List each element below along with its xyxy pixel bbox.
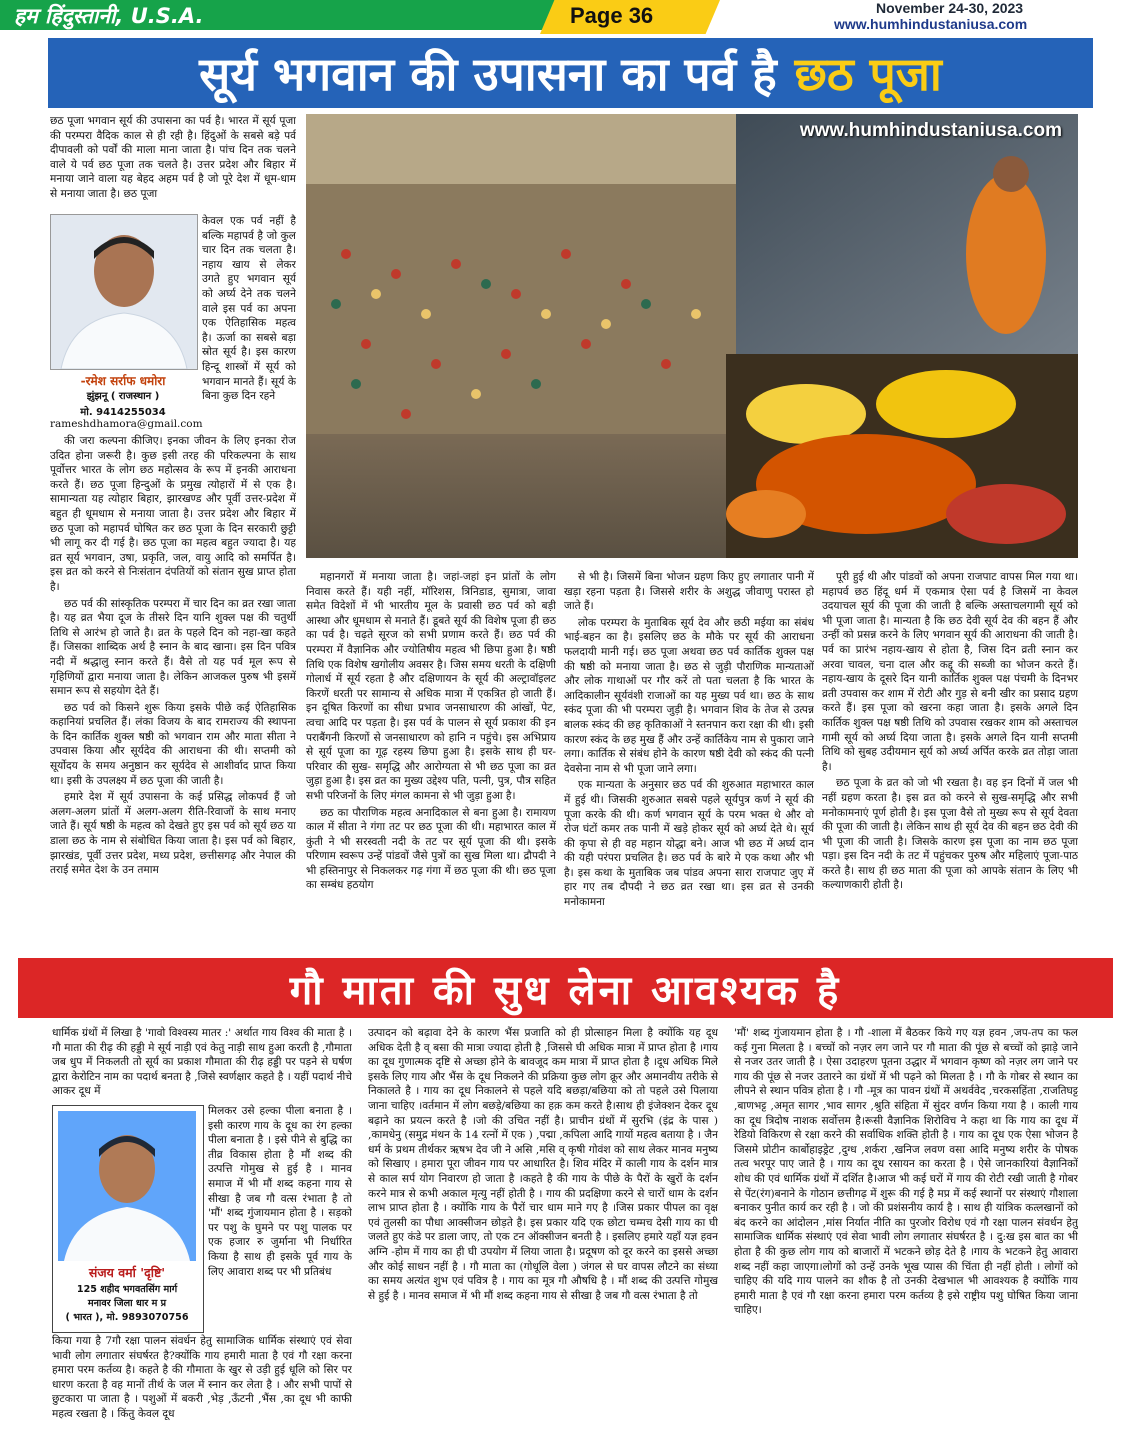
paragraph: हमारे देश में सूर्य उपासना के कई प्रसिद्ध लोकपर्व हैं जो अलग-अलग प्रांतों में अलग-अलग रीति-रिवाजों के साथ मनाए जाते हैं। सूर्य षष्ठी के महत्व को देखते हुए इस पर्व को सूर्य छठ या डाला छठ के नाम से संबोधित किया जाता है। इस पर्व को बिहार, झारखंड, पूर्वी उत्तर प्रदेश, मध्य प्रदेश, छत्तीसगढ़ और नेपाल की तराई समेत देश के उन तमाम [50, 791, 296, 877]
author-1-place: झुंझनू ( राजस्थान ) [86, 391, 160, 402]
article-2-col-1-bottom: किया गया है 7गौ रक्षा पालन संवर्धन हेतु सामाजिक धार्मिक संस्थाएं एवं सेवा भावी लोग लगातार संघर्षरत है?क्योंकि गाय हमारी माता है एवं गौ रक्षा करना हमारा परम कर्तव्य है। कहते है की गौमाता के खुर से उड़ी हुई धूलि को सिर पर धारण करता है वह मानों तीर्थ के जल में स्नान कर लेता है । और सभी पापों से छुटकारा पा जाता है । पशुओं में बकरी ,भेड़ ,ऊँटनी ,भैंस ,का दूध भी काफी महत्व रखता है । किंतु केवल दूध [52, 1335, 352, 1420]
article-2-col-1-top: धार्मिक ग्रंथों में लिखा है 'गावो विश्वस्य मातर :' अर्थात गाय विश्व की माता है । गौ माता की रीढ़ की हड्डी मे सूर्य नाड़ी एवं केतु नाड़ी साथ हुआ करती है ,गौमाता जब धुप में निकलती तो सूर्य का प्रकाश गौमाता की रीढ़ हड्डी पर पड़ने से घर्षण द्वारा केरोटिन नाम का पदार्थ बनता है ,जिसे स्वर्णक्षार कहते है । यहीं पदार्थ नीचे आकर दूध में [52, 1027, 352, 1098]
paragraph: एक मान्यता के अनुसार छठ पर्व की शुरुआत महाभारत काल में हुई थी। जिसकी शुरुआत सबसे पहले सूर्यपुत्र कर्ण ने सूर्य की पूजा करके की थी। कर्ण भगवान सूर्य के परम भक्त थे और वो रोज घंटों कमर तक पानी में खड़े होकर सूर्य को अर्घ्य देते थे। सूर्य की कृपा से ही वह महान योद्धा बने। आज भी छठ में अर्घ्य दान की यही परंपरा प्रचलित है। छठ पर्व के बारे मे एक कथा और भी है। इस कथा के मुताबिक जब पांडव अपना सारा राजपाट जुए में हार गए तब दौपदी ने छठ व्रत रखा था। इस व्रत से उनकी मनोकामना [564, 779, 814, 909]
author-1-email[interactable]: rameshdhamora@gmail.com [50, 418, 203, 430]
article-2-col-1-beside-photo: मिलकर उसे हल्का पीला बनाता है । इसी कारण गाय के दूध का रंग हल्का पीला बनाता है । इसे पीने से बुद्धि का तीव्र विकास होता है मौं शब्द की उत्पत्ति गोमुख से हुई है । मानव समाज में भी मौं शब्द कहना गाय से सीखा है जब गौ वत्स रंभाता है तो 'मौं' शब्द गुंजायमान होता है । सड़को पर पशु के घुमने पर पशु पालक पर एक हजार रु जुर्माना भी निर्धारित किया है साथ ही इसके पूर्व गाय के लिए आवारा शब्द पर भी प्रतिबंध [208, 1105, 352, 1278]
paragraph: की जरा कल्पना कीजिए। इनका जीवन के लिए इनका रोज उदित होना जरूरी है। कुछ इसी तरह की परिकल्पना के साथ पूर्वोत्तर भारत के लोग छठ महोत्सव के रूप में इनकी आराधना करते हैं। छठ पूजा हिन्दुओं के प्रमुख त्योहारों में से एक है। सामान्यता यह त्योहार बिहार, झारखण्ड और पूर्वी उत्तर-प्रदेश में बहुत ही धूमधाम से मनाया जाता है। उत्तर प्रदेश और बिहार में छठ पूजा को महापर्व घोषित कर छठ पूजा के दिन सरकारी छुट्टी भी लागू कर दी गई है। छठ पूजा का महत्व बहुत ज्यादा है। यह व्रत सूर्य भगवान, उषा, प्रकृति, जल, वायु आदि को समर्पित है। इस व्रत को करने से निःसंतान दंपतियों को संतान सुख प्राप्त होता है। [50, 435, 296, 593]
article-2-col-2: उत्पादन को बढ़ावा देने के कारण भैंस प्रजाति को ही प्रोत्साहन मिला है क्योंकि यह दूध अधिक देती है व् बसा की मात्रा ज्यादा होती है ,जिससे घी अधिक मात्रा में प्राप्त होता है ।गाय का दूध गुणात्मक दृष्टि से अच्छा होने के बावजूद कम मात्रा में प्राप्त होता है ।दूध अधिक मिले इसके लिए गाय और भैंस के दूध निकलने की प्रक्रिया कुछ लोग क्रूर और अमानवीय तरीके से निकालते है । गाय का दूध निकालने से पहले यदि बछड़ा/बछिया को तो पहले उसे पिलाया जाना चाहिए ।वर्तमान में लोग बछड़े/बछिया का हक़ कम करते है।साथ ही इंजेक्शन देकर दूध बढ़ाने का प्रयत्न करते है ।जो की उचित नहीं है। प्राचीन ग्रंथों में सुरभि (इंद्र के पास ) ,कामधेनु (समुद्र मंथन के 14 रत्नों में एक ) ,पद्मा ,कपिला आदि गायों महत्व बताया है । जैन धर्म के प्रथम तीर्थकर ऋषभ देव जी ने असि ,मसि व् कृषी गोवंश को साथ लेकर मानव मनुष्य को सिखाए । हमारा पूरा जीवन गाय पर आधारित है। शिव मंदिर में काली गाय के दर्शन मात्र से काल सर्प योग निवारण हो जाता है ।कहते है की गाय के पीछे के पैरों के खुरों के दर्शन करने मात्र से कभी अकाल मृत्यु नहीं होती है । गाय की प्रदक्षिणा करने से चारों धाम के दर्शन लाभ प्राप्त होता है । क्योंकि गाय के पैरों चार धाम माने गए है ।जिस प्रकार पीपल का वृक्ष एवं तुलसी का पौधा आक्सीजन छोड़ते है। इस प्रकार यदि एक छोटा चम्मच देसी गाय का घी जलते हुए कंडे पर डाला जाए, तो एक टन ऑक्सीजन बनती है । इसलिए हमारे यहाँ यज्ञ हवन अग्नि -होम में गाय का ही घी उपयोग में लिया जाता है। प्रदूषण को दूर करने का इससे अच्छा और कोई साधन नहीं है । गौ माता का (गोधूलि वेला ) जंगल से घर वापस लौटने का संध्या का समय अत्यंत शुभ एवं पवित्र है । गाय का मूत्र गौ औषधि है । मौं शब्द की उत्पत्ति गोमुख से हुई है । मानव समाज में भी मौं शब्द कहना गाय से सीखा है जब गौ वत्स रंभाता है तो [368, 1027, 718, 1302]
article-2-headline: गौ माता की सुध लेना आवश्यक है [18, 958, 1113, 1018]
article-1-headline [48, 38, 1093, 108]
article-1-col-1-beside-photo: केवल एक पर्व नहीं है बल्कि महापर्व है जो कुल चार दिन तक चलता है। नहाय खाय से लेकर उगते हुए भगवान सूर्य को अर्घ्य देने तक चलने वाले इस पर्व का अपना एक ऐतिहासिक महत्व है। ऊर्जा का सबसे बड़ा स्रोत सूर्य है। इस कारण हिन्दू शास्त्रों में सूर्य को भगवान मानते हैं। सूर्य के बिना कुछ दिन रहने [202, 215, 296, 403]
article-1-col-4 [822, 570, 1078, 950]
article-1-col-1 [50, 434, 296, 950]
author-1-photo [50, 214, 198, 370]
paragraph: लोक परम्परा के मुताबिक सूर्य देव और छठी मईया का संबंध भाई-बहन का है। इसलिए छठ के मौके पर सूर्य की आराधना फलदायी मानी गई। छठ पूजा अथवा छठ पर्व कार्तिक शुक्ल पक्ष की षष्ठी को मनाया जाता है। छठ से जुड़ी पौराणिक मान्यताओं और लोक गाथाओं पर गौर करें तो पता चलता है कि भारत के आदिकालीन सूर्यवंशी राजाओं का यह मुख्य पर्व था। छठ के साथ स्कंद पूजा की भी परम्परा जुड़ी है। भगवान शिव के तेज से उत्पन्न बालक स्कंद की छह कृतिकाओं ने स्तनपान करा रक्षा की थी। इसी कारण स्कंद के छह मुख हैं और उन्हें कार्तिकेय नाम से पुकारा जाने लगा। कार्तिक से संबंध होने के कारण षष्ठी देवी को स्कंद की पत्नी देवसेना नाम से भी पूजा जाने लगा। [564, 616, 814, 775]
article-2-col-3: 'मौं' शब्द गुंजायमान होता है । गौ -शाला में बैठकर किये गए यज्ञ हवन ,जप-तप का फल कई गुना मिलता है । बच्चों को नज़र लग जाने पर गौ माता की पूंछ से बच्चों को झाड़े जाने से नजर उतर जाती है । ऐसा उदाहरण पूतना उद्धार में भगवान कृष्ण को नज़र लग जाने पर गाय की पूंछ से नजर उतारने का ग्रंथों में भी पढ़ने को मिलता है । गौ के गोबर से स्थान का लीपने से स्थान पवित्र होता है । गौ -मूत्र का पावन ग्रंथों में अथर्ववेद ,चरकसहिंता ,राजतिघट्ट ,बाणभट्ट ,अमृत सागर ,भाव सागर ,श्रुति संहिता में सुंदर वर्णन किया गया है । काली गाय का दूध त्रिदोष नाशक सर्वोत्तम है।रूसी वैज्ञानिक शिरोविच ने कहा था कि गाय का दूध में रेडियो विकिरण से रक्षा करने की सर्वाधिक शक्ति होती है । गाय का दूध एक ऐसा भोजन है जिसमे प्रोटीन कार्बोहाइड्रेट ,दुग्ध ,शर्करा ,खनिज लवण वसा आदि मनुष्य शरीर के पोषक तत्व भरपूर पाए जाते है । गाय का दूध रसायन का करता है । ऐसे जानकारियां वैज्ञानिकों शोध की एवं धार्मिक ग्रंथों में दर्शित है।आज भी कई घरों में गाय की रोटी रखी जाती है गोबर से पेंट(रंग)बनाने के गोठान छत्तीगढ़ में शुरू की गई है मप्र में कई स्थानों पर संस्थाएं गौशाला बनाकर पुनीत कार्य कर रही है । जो की प्रशंसनीय कार्य है । साथ ही यांत्रिक कत्लखानों को बंद करने का आंदोलन ,मांस निर्यात नीति का पुरजोर विरोध एवं गौ रक्षा पालन संवर्धन हेतु सामाजिक धार्मिक संस्थाएं एवं सेवा भावी लोग लगातार संघर्षरत है । दु:ख इस बात का भी होता है की कुछ लोग गाय को बाजारों में भटकने छोड़ देते है ।गाय के भटकने हेतु आवारा शब्द नहीं कहा जाएगा।लोगों को उन्हें उनके भूख प्यास की चिंता ही नहीं होती । लोगों को चाहिए की यदि गाय पालने का शौक है तो उनकी देखभाल भी आवश्यक है क्योंकि गाय हमारी माता है एवं गौ रक्षा करना हमारा परम कर्तव्य है इसे राष्ट्रीय पशु घोषित किया जाना चाहिए। [734, 1027, 1078, 1317]
headline-highlight: छठ पूजा [794, 47, 942, 101]
author-2-address-line-1: 125 शहीद भगवतसिंग मार्ग [76, 1284, 178, 1295]
page-number: Page 36 [570, 3, 654, 28]
paragraph: छठ पर्व को किसने शुरू किया इसके पीछे कई ऐतिहासिक कहानियां प्रचलित हैं। लंका विजय के बाद रामराज्य की स्थापना के दिन कार्तिक शुक्ल षष्ठी को भगवान राम और माता सीता ने उपवास किया और सूर्यदेव की आराधना की थी। सप्तमी को सूर्योदय के समय अनुष्ठान कर सूर्यदेव से आशीर्वाद प्राप्त किया था। इसी के उपलक्ष्य में छठ पूजा की जाती है। [50, 701, 296, 787]
paragraph: छठ पर्व की सांस्कृतिक परम्परा में चार दिन का व्रत रखा जाता है। यह व्रत भैया दूज के तीसरे दिन यानि शुक्ल पक्ष की चतुर्थी तिथि से आरंभ हो जाते है। व्रत के पहले दिन को नहा-खा कहते हैं। जिसका शाब्दिक अर्थ है स्नान के बाद खाना। इस दिन पवित्र नदी में श्रद्धालु स्नान करते हैं। वैसे तो यह पर्व मूल रूप से गृहिणियों द्वारा मनाया जाता है। लेकिन आजकल पुरुष भी इसमें समान रूप से सहयोग देते हैं। [50, 597, 296, 698]
issue-date: November 24-30, 2023 [876, 0, 1024, 16]
chhath-puja-photo-collage [306, 114, 1078, 558]
headline-main: सूर्य भगवान की उपासना का पर्व है [199, 47, 777, 101]
paragraph: छठ पूजा के व्रत को जो भी रखता है। वह इन दिनों में जल भी नहीं ग्रहण करता है। इस व्रत को करने से सुख-समृद्धि और सभी मनोकामनाएं पूर्ण होती है। इस पूजा वैसे तो मुख्य रूप से सूर्य देवता की पूजा की जाती है। लेकिन साथ ही सूर्य देव की बहन छठ देवी की भी पूजा की जाती है। जिसके कारण इस पूजा का नाम छठ पूजा पड़ा। इस दिन नदी के तट में पहुंचकर पुरुष और महिलाएं पूजा-पाठ करते है। साथ ही छठ माता की पूजा को आपके संतान के लिए भी कल्याणकारी होती है। [822, 777, 1078, 892]
paragraph: छठ का पौराणिक महत्व अनादिकाल से बना हुआ है। रामायण काल में सीता ने गंगा तट पर छठ पूजा की थी। महाभारत काल में कुंती ने भी सरस्वती नदी के तट पर सूर्य पूजा की थी। इसके परिणाम स्वरूप उन्हें पांडवों जैसे पुत्रों का सुख मिला था। द्रौपदी ने भी हस्तिनापुर से निकलकर गढ़ गंगा में छठ पूजा की थी। छठ पूजा का सम्बंध हठयोग [306, 806, 556, 892]
publication-name: हम हिंदुस्तानी, U.S.A. [14, 4, 204, 28]
website-url[interactable]: www.humhindustaniusa.com [834, 16, 1028, 32]
article-1-col-3 [564, 570, 814, 950]
author-1-phone: मो. 9414255034 [80, 407, 166, 418]
author-2-photo [58, 1111, 196, 1261]
paragraph: पूरी हुई थी और पांडवों को अपना राजपाट वापस मिल गया था। महापर्व छठ हिंदू धर्म में एकमात्र ऐसा पर्व है जिसमें ना केवल उदयाचल सूर्य की पूजा की जाती है बल्कि अस्ताचलगामी सूर्य को भी पूजा जाता है। मान्यता है कि छठ देवी सूर्य देव की बहन हैं और उन्हीं को प्रसन्न करने के लिए भगवान सूर्य की आराधना की जाती है। पर्व का प्रारंभ नहाय-खाय से होता है, जिस दिन व्रती स्नान कर अरवा चावल, चना दाल और कद्दू की सब्जी का भोजन करते हैं। नहाय-खाय के दूसरे दिन यानी कार्तिक शुक्ल पक्ष पंचमी के दिनभर व्रती उपवास कर शाम में रोटी और गुड़ से बनी खीर का प्रसाद ग्रहण करते हैं। इस पूजा को खरना कहा जाता है। इसके अगले दिन कार्तिक शुक्ल पक्ष षष्ठी तिथि को उपवास रखकर शाम को अस्ताचल गामी सूर्य को अर्घ्य दिया जाता है। इसके अगले दिन यानी सप्तमी तिथि को सुबह उदीयमान सूर्य को अर्घ्य अर्पित करके व्रत तोड़ा जाता है। [822, 571, 1078, 773]
author-2-address-line-3: ( भारत ), मो. 9893070756 [65, 1312, 189, 1323]
article-1-col-1-top: छठ पूजा भगवान सूर्य की उपासना का पर्व है। भारत में सूर्य पूजा की परम्परा वैदिक काल से ही रही है। हिंदुओं के सबसे बड़े पर्व दीपावली को पर्वों की माला माना जाता है। पांच दिन तक चलने वाले ये पर्व छठ पूजा तक चलते है। उत्तर प्रदेश और बिहार में मनाया जाने वाला यह बेहद अहम पर्व है जो पूरे देश में धूम-धाम से मनाया जाता है। छठ पूजा [50, 115, 296, 200]
author-2-address-line-2: मनावर जिला धार म प्र [87, 1298, 167, 1309]
paragraph: से भी है। जिसमें बिना भोजन ग्रहण किए हुए लगातार पानी में खड़ा रहना पड़ता है। जिससे शरीर के अशुद्ध जीवाणु परास्त हो जाते हैं। [564, 571, 814, 613]
collage-illustration [306, 114, 1078, 558]
author-2-name: संजय वर्मा 'दृष्टि' [88, 1265, 166, 1280]
photo-watermark: www.humhindustaniusa.com [799, 120, 1062, 141]
paragraph: महानगरों में मनाया जाता है। जहां-जहां इन प्रांतों के लोग निवास करते हैं। यही नहीं, मॉरिशस, त्रिनिडाड, सुमात्रा, जावा समेत विदेशों में भी भारतीय मूल के प्रवासी छठ पर्व को बड़ी आस्था और धूमधाम से मनाते हैं। डूबते सूर्य की विशेष पूजा ही छठ का पर्व है। चढ़ते सूरज को सभी प्रणाम करते हैं। छठ पर्व की परम्परा में वैज्ञानिक और ज्योतिषीय महत्व भी छिपा हुआ है। षष्ठी तिथि एक विशेष खगोलीय अवसर है। जिस समय धरती के दक्षिणी गोलार्ध में सूर्य रहता है और दक्षिणायन के सूर्य की अल्ट्रावॉइलट किरणें धरती पर सामान्य से अधिक मात्रा में एकत्रित हो जाती हैं। इन दूषित किरणों का सीधा प्रभाव जनसाधारण की आंखों, पेट, त्वचा आदि पर पड़ता है। इस पर्व के पालन से सूर्य प्रकाश की इन पराबैंगनी किरणों से जनसाधारण को हानि न पहुंचे। इस अभिप्राय से सूर्य पूजा का गूढ़ रहस्य छिपा हुआ है। इसके साथ ही घर-परिवार की सुख- समृद्धि और आरोग्यता से भी छठ पूजा का व्रत जुड़ा हुआ है। इस व्रत का मुख्य उद्देश्य पति, पत्नी, पुत्र, पौत्र सहित सभी परिजनों के लिए मंगल कामना से भी जुड़ा हुआ है। [306, 571, 556, 802]
author-1-name: -रमेश सर्राफ धमोरा [80, 374, 166, 388]
article-1-col-2 [306, 570, 556, 950]
